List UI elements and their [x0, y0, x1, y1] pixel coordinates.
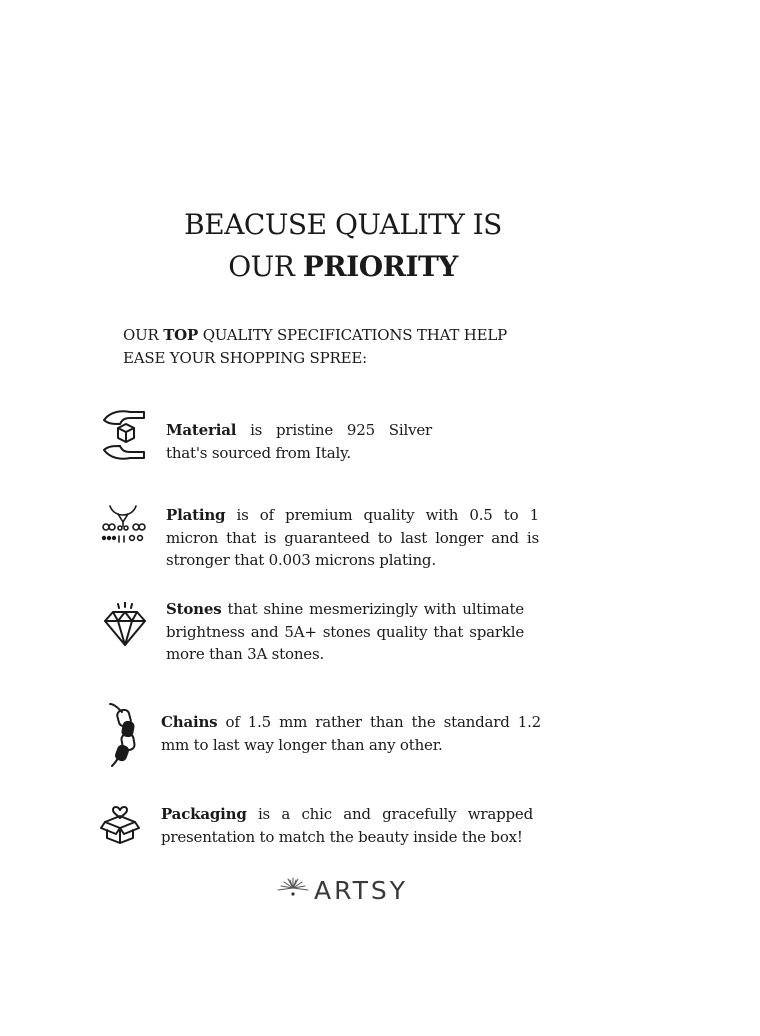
headline-line-1: BEACUSE QUALITY IS [184, 208, 502, 241]
brand-name: ARTSY [314, 875, 409, 905]
headline-emphasis: PRIORITY [302, 250, 458, 283]
diamond-icon [102, 602, 148, 648]
headline-line-2: OUR PRIORITY [228, 250, 458, 283]
feature-title: Chains [161, 713, 218, 731]
jewelry-set-icon [100, 502, 146, 546]
feature-title: Packaging [161, 805, 247, 823]
brand-logo [276, 874, 408, 906]
feature-chains [161, 711, 541, 756]
feature-text: is pristine 925 Silver that's sourced from Italy. [166, 421, 432, 462]
feature-stones [166, 598, 524, 666]
headline [0, 204, 686, 288]
hands-box-icon [100, 406, 150, 464]
feature-title: Plating [166, 506, 226, 524]
feature-plating [166, 504, 539, 572]
feature-title: Stones [166, 600, 222, 618]
feature-material [166, 419, 432, 464]
feature-title: Material [166, 421, 237, 439]
feature-text: is of premium quality with 0.5 to 1 micron that is guaranteed to last longer and is stronger that 0.003 microns plating. [166, 506, 539, 569]
gift-box-icon [99, 802, 141, 844]
sunburst-logo-icon [276, 874, 310, 906]
feature-text: is a chic and gracefully wrapped presentation to match the beauty inside the box! [161, 805, 533, 846]
subheading-emphasis: TOP [163, 326, 199, 344]
feature-text: of 1.5 mm rather than the standard 1.2 mm to last way longer than any other. [161, 713, 541, 754]
subheading: OUR TOP QUALITY SPECIFICATIONS THAT HELP EASE YOUR SHOPPING SPREE: [123, 326, 508, 367]
chain-icon [104, 700, 140, 768]
feature-packaging [161, 803, 533, 848]
feature-text: that shine mesmerizingly with ultimate brightness and 5A+ stones quality that sparkle more than 3A stones. [166, 600, 524, 663]
